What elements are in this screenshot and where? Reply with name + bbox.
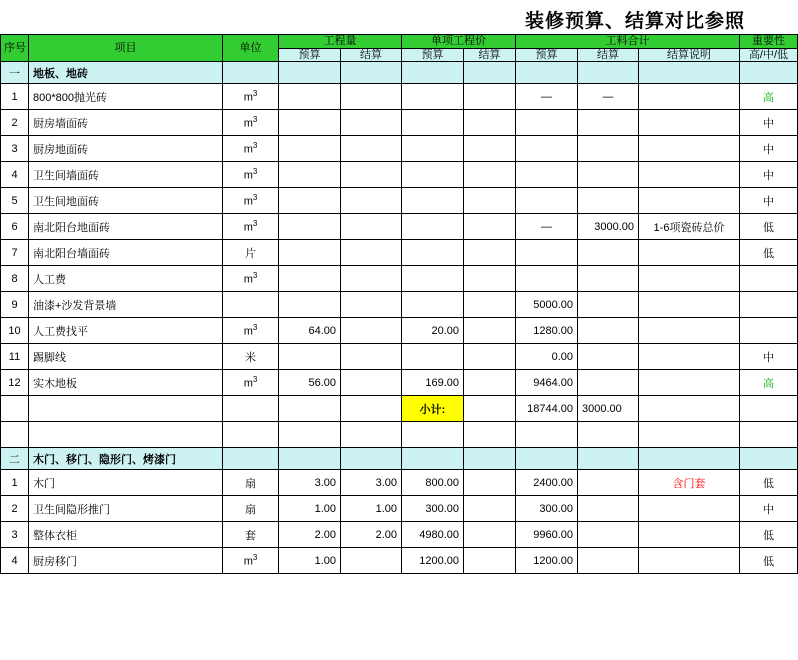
row-unit: $m^3$ [223, 548, 279, 574]
spacer-cell [578, 422, 639, 448]
row-total-final [578, 162, 639, 188]
row-unit: $m^3$ [223, 188, 279, 214]
row-price-budget: 20.00 [402, 318, 464, 344]
section-empty-cell [341, 448, 402, 470]
row-price-budget: 800.00 [402, 470, 464, 496]
spacer-cell [516, 422, 578, 448]
row-quantity-final [341, 162, 402, 188]
row-item-name: 800*800抛光砖 [29, 84, 223, 110]
budget-comparison-table [0, 34, 798, 574]
row-total-final [578, 292, 639, 318]
section-empty-cell [223, 62, 279, 84]
row-total-final: 3000.00 [578, 214, 639, 240]
spacer-cell [29, 422, 223, 448]
spacer-cell [341, 422, 402, 448]
row-quantity-final: 1.00 [341, 496, 402, 522]
table-row [1, 266, 798, 292]
spacer-cell [740, 422, 798, 448]
row-total-note: 含门套 [639, 470, 740, 496]
col-header-quantity: 工程量 [279, 35, 402, 49]
row-total-note [639, 240, 740, 266]
row-quantity-budget [279, 162, 341, 188]
section-empty-cell [639, 448, 740, 470]
row-number: 2 [1, 496, 29, 522]
row-importance: 中 [740, 110, 798, 136]
row-total-budget: 0.00 [516, 344, 578, 370]
row-total-note [639, 136, 740, 162]
col-header-importance-scale: 高/中/低 [740, 48, 798, 62]
row-total-note [639, 496, 740, 522]
section-empty-cell [464, 448, 516, 470]
row-price-budget: 300.00 [402, 496, 464, 522]
row-price-final [464, 188, 516, 214]
row-unit: $m^3$ [223, 84, 279, 110]
row-total-budget [516, 110, 578, 136]
row-number: 8 [1, 266, 29, 292]
col-header-importance: 重要性 [740, 35, 798, 49]
row-number: 3 [1, 522, 29, 548]
col-header-unit: 单位 [223, 35, 279, 62]
row-importance: 低 [740, 522, 798, 548]
row-quantity-budget [279, 292, 341, 318]
section-empty-cell [639, 62, 740, 84]
row-total-final [578, 470, 639, 496]
row-quantity-budget [279, 344, 341, 370]
row-number: 10 [1, 318, 29, 344]
row-item-name: 卫生间地面砖 [29, 188, 223, 214]
row-price-final [464, 84, 516, 110]
row-quantity-final [341, 292, 402, 318]
row-total-final: — [578, 84, 639, 110]
section-empty-cell [740, 448, 798, 470]
table-row [1, 110, 798, 136]
row-total-budget: 1280.00 [516, 318, 578, 344]
row-importance [740, 266, 798, 292]
row-importance: 低 [740, 470, 798, 496]
row-price-budget [402, 110, 464, 136]
subtotal-empty-cell [1, 396, 29, 422]
row-quantity-final [341, 318, 402, 344]
row-unit: $m^3$ [223, 214, 279, 240]
row-quantity-final [341, 188, 402, 214]
row-number: 11 [1, 344, 29, 370]
spacer-cell [639, 422, 740, 448]
row-total-budget: — [516, 84, 578, 110]
row-total-note [639, 522, 740, 548]
subtotal-empty-cell [639, 396, 740, 422]
row-item-name: 厨房移门 [29, 548, 223, 574]
row-unit: $m^3$ [223, 162, 279, 188]
section-index: 二 [1, 448, 29, 470]
row-quantity-budget [279, 266, 341, 292]
section-empty-cell [578, 62, 639, 84]
row-importance: 中 [740, 162, 798, 188]
subtotal-total-budget: 18744.00 [516, 396, 578, 422]
row-item-name: 卫生间墙面砖 [29, 162, 223, 188]
row-price-final [464, 496, 516, 522]
row-total-final [578, 188, 639, 214]
row-total-budget: 2400.00 [516, 470, 578, 496]
row-importance: 高 [740, 370, 798, 396]
subtotal-row [1, 396, 798, 422]
section-empty-cell [402, 448, 464, 470]
row-total-note [639, 84, 740, 110]
row-total-final [578, 240, 639, 266]
section-empty-cell [516, 448, 578, 470]
col-header-total-final: 结算 [578, 48, 639, 62]
row-total-final [578, 496, 639, 522]
row-quantity-budget: 3.00 [279, 470, 341, 496]
subtotal-label: 小计: [402, 396, 464, 422]
subtotal-total-final: 3000.00 [578, 396, 639, 422]
row-item-name: 实木地板 [29, 370, 223, 396]
row-unit: $m^3$ [223, 136, 279, 162]
section-empty-cell [402, 62, 464, 84]
table-row [1, 370, 798, 396]
row-item-name: 厨房墙面砖 [29, 110, 223, 136]
row-importance: 中 [740, 188, 798, 214]
row-item-name: 南北阳台墙面砖 [29, 240, 223, 266]
row-total-final [578, 522, 639, 548]
row-quantity-final [341, 344, 402, 370]
section-empty-cell [516, 62, 578, 84]
row-number: 1 [1, 470, 29, 496]
row-quantity-final [341, 110, 402, 136]
row-unit: 片 [223, 240, 279, 266]
row-quantity-final [341, 370, 402, 396]
row-total-budget: 9464.00 [516, 370, 578, 396]
row-number: 2 [1, 110, 29, 136]
row-number: 7 [1, 240, 29, 266]
table-row [1, 162, 798, 188]
row-quantity-budget [279, 188, 341, 214]
row-unit: $m^3$ [223, 110, 279, 136]
col-header-item: 项目 [29, 35, 223, 62]
row-quantity-budget: 1.00 [279, 548, 341, 574]
row-price-final [464, 548, 516, 574]
row-price-budget [402, 344, 464, 370]
row-price-final [464, 292, 516, 318]
row-quantity-final: 3.00 [341, 470, 402, 496]
row-quantity-budget: 2.00 [279, 522, 341, 548]
section-empty-cell [279, 62, 341, 84]
section-empty-cell [223, 448, 279, 470]
row-quantity-final [341, 240, 402, 266]
row-total-budget: 1200.00 [516, 548, 578, 574]
page-title: 装修预算、结算对比参照 [524, 11, 745, 32]
row-number: 4 [1, 162, 29, 188]
row-price-budget: 1200.00 [402, 548, 464, 574]
table-row [1, 84, 798, 110]
row-importance: 高 [740, 84, 798, 110]
subtotal-empty-cell [223, 396, 279, 422]
col-header-quantity-final: 结算 [341, 48, 402, 62]
row-total-note [639, 344, 740, 370]
table-row [1, 470, 798, 496]
section-name: 木门、移门、隐形门、烤漆门 [29, 448, 223, 470]
table-row [1, 344, 798, 370]
row-quantity-budget: 64.00 [279, 318, 341, 344]
table-row [1, 318, 798, 344]
subtotal-empty-cell [464, 396, 516, 422]
row-number: 9 [1, 292, 29, 318]
row-total-budget: 5000.00 [516, 292, 578, 318]
row-importance [740, 292, 798, 318]
row-price-final [464, 214, 516, 240]
col-header-unit-price: 单项工程价 [402, 35, 516, 49]
table-row [1, 496, 798, 522]
row-item-name: 踢脚线 [29, 344, 223, 370]
row-price-budget [402, 266, 464, 292]
row-total-note [639, 318, 740, 344]
row-total-final [578, 110, 639, 136]
row-importance: 低 [740, 548, 798, 574]
spacer-cell [279, 422, 341, 448]
spacer-cell [464, 422, 516, 448]
row-total-budget [516, 162, 578, 188]
subtotal-empty-cell [29, 396, 223, 422]
row-total-budget [516, 136, 578, 162]
row-price-final [464, 136, 516, 162]
row-unit: 扇 [223, 496, 279, 522]
row-importance: 中 [740, 136, 798, 162]
row-importance [740, 318, 798, 344]
row-unit: $m^3$ [223, 266, 279, 292]
row-unit: 米 [223, 344, 279, 370]
row-unit [223, 292, 279, 318]
row-total-budget: — [516, 214, 578, 240]
row-total-budget: 9960.00 [516, 522, 578, 548]
section-empty-cell [279, 448, 341, 470]
row-item-name: 人工费找平 [29, 318, 223, 344]
row-item-name: 人工费 [29, 266, 223, 292]
col-header-total: 工料合计 [516, 35, 740, 49]
row-total-final [578, 370, 639, 396]
row-number: 6 [1, 214, 29, 240]
row-price-final [464, 370, 516, 396]
row-price-budget: 169.00 [402, 370, 464, 396]
table-row [1, 522, 798, 548]
row-total-final [578, 318, 639, 344]
subtotal-empty-cell [740, 396, 798, 422]
row-number: 1 [1, 84, 29, 110]
row-number: 4 [1, 548, 29, 574]
section-empty-cell [341, 62, 402, 84]
row-total-note [639, 370, 740, 396]
row-total-note [639, 292, 740, 318]
section-name: 地板、地砖 [29, 62, 223, 84]
row-price-final [464, 240, 516, 266]
row-price-final [464, 344, 516, 370]
row-quantity-final: 2.00 [341, 522, 402, 548]
col-header-seq: 序号 [1, 35, 29, 62]
subtotal-empty-cell [279, 396, 341, 422]
col-header-total-note: 结算说明 [639, 48, 740, 62]
row-importance: 中 [740, 496, 798, 522]
spacer-row [1, 422, 798, 448]
section-header-row [1, 448, 798, 470]
table-row [1, 548, 798, 574]
header-row-1 [1, 35, 798, 49]
row-item-name: 木门 [29, 470, 223, 496]
row-quantity-final [341, 266, 402, 292]
spacer-cell [1, 422, 29, 448]
row-quantity-budget [279, 84, 341, 110]
table-header [1, 35, 798, 62]
section-empty-cell [464, 62, 516, 84]
row-price-budget [402, 188, 464, 214]
row-total-budget [516, 188, 578, 214]
row-total-note [639, 548, 740, 574]
row-total-note [639, 110, 740, 136]
row-importance: 低 [740, 240, 798, 266]
row-price-budget: 4980.00 [402, 522, 464, 548]
row-quantity-budget: 56.00 [279, 370, 341, 396]
col-header-quantity-budget: 预算 [279, 48, 341, 62]
row-price-final [464, 162, 516, 188]
row-price-budget [402, 84, 464, 110]
row-quantity-budget: 1.00 [279, 496, 341, 522]
row-price-final [464, 470, 516, 496]
row-price-budget [402, 136, 464, 162]
table-row [1, 292, 798, 318]
section-index: 一 [1, 62, 29, 84]
row-total-final [578, 344, 639, 370]
section-header-row [1, 62, 798, 84]
row-item-name: 油漆+沙发背景墙 [29, 292, 223, 318]
row-item-name: 厨房地面砖 [29, 136, 223, 162]
row-total-note: 1-6项瓷砖总价 [639, 214, 740, 240]
table-row [1, 240, 798, 266]
row-quantity-budget [279, 110, 341, 136]
row-number: 12 [1, 370, 29, 396]
row-number: 3 [1, 136, 29, 162]
row-total-note [639, 162, 740, 188]
row-price-budget [402, 214, 464, 240]
table-body [1, 62, 798, 574]
row-price-final [464, 110, 516, 136]
row-unit: $m^3$ [223, 370, 279, 396]
section-empty-cell [740, 62, 798, 84]
row-total-budget [516, 240, 578, 266]
table-row [1, 136, 798, 162]
row-quantity-final [341, 548, 402, 574]
row-quantity-final [341, 84, 402, 110]
row-item-name: 南北阳台地面砖 [29, 214, 223, 240]
row-unit: 扇 [223, 470, 279, 496]
row-price-budget [402, 240, 464, 266]
row-total-final [578, 266, 639, 292]
row-quantity-budget [279, 136, 341, 162]
row-price-budget [402, 292, 464, 318]
spacer-cell [402, 422, 464, 448]
table-row [1, 188, 798, 214]
row-price-budget [402, 162, 464, 188]
row-item-name: 卫生间隐形推门 [29, 496, 223, 522]
row-importance: 低 [740, 214, 798, 240]
row-unit: $m^3$ [223, 318, 279, 344]
row-price-final [464, 318, 516, 344]
row-quantity-final [341, 214, 402, 240]
row-total-note [639, 266, 740, 292]
row-quantity-budget [279, 214, 341, 240]
col-header-price-budget: 预算 [402, 48, 464, 62]
row-item-name: 整体衣柜 [29, 522, 223, 548]
row-price-final [464, 522, 516, 548]
row-quantity-budget [279, 240, 341, 266]
row-quantity-final [341, 136, 402, 162]
col-header-price-final: 结算 [464, 48, 516, 62]
row-total-final [578, 548, 639, 574]
row-price-final [464, 266, 516, 292]
row-total-final [578, 136, 639, 162]
row-number: 5 [1, 188, 29, 214]
table-row [1, 214, 798, 240]
row-total-budget [516, 266, 578, 292]
spacer-cell [223, 422, 279, 448]
row-importance: 中 [740, 344, 798, 370]
subtotal-empty-cell [341, 396, 402, 422]
col-header-total-budget: 预算 [516, 48, 578, 62]
row-total-note [639, 188, 740, 214]
section-empty-cell [578, 448, 639, 470]
row-total-budget: 300.00 [516, 496, 578, 522]
row-unit: 套 [223, 522, 279, 548]
